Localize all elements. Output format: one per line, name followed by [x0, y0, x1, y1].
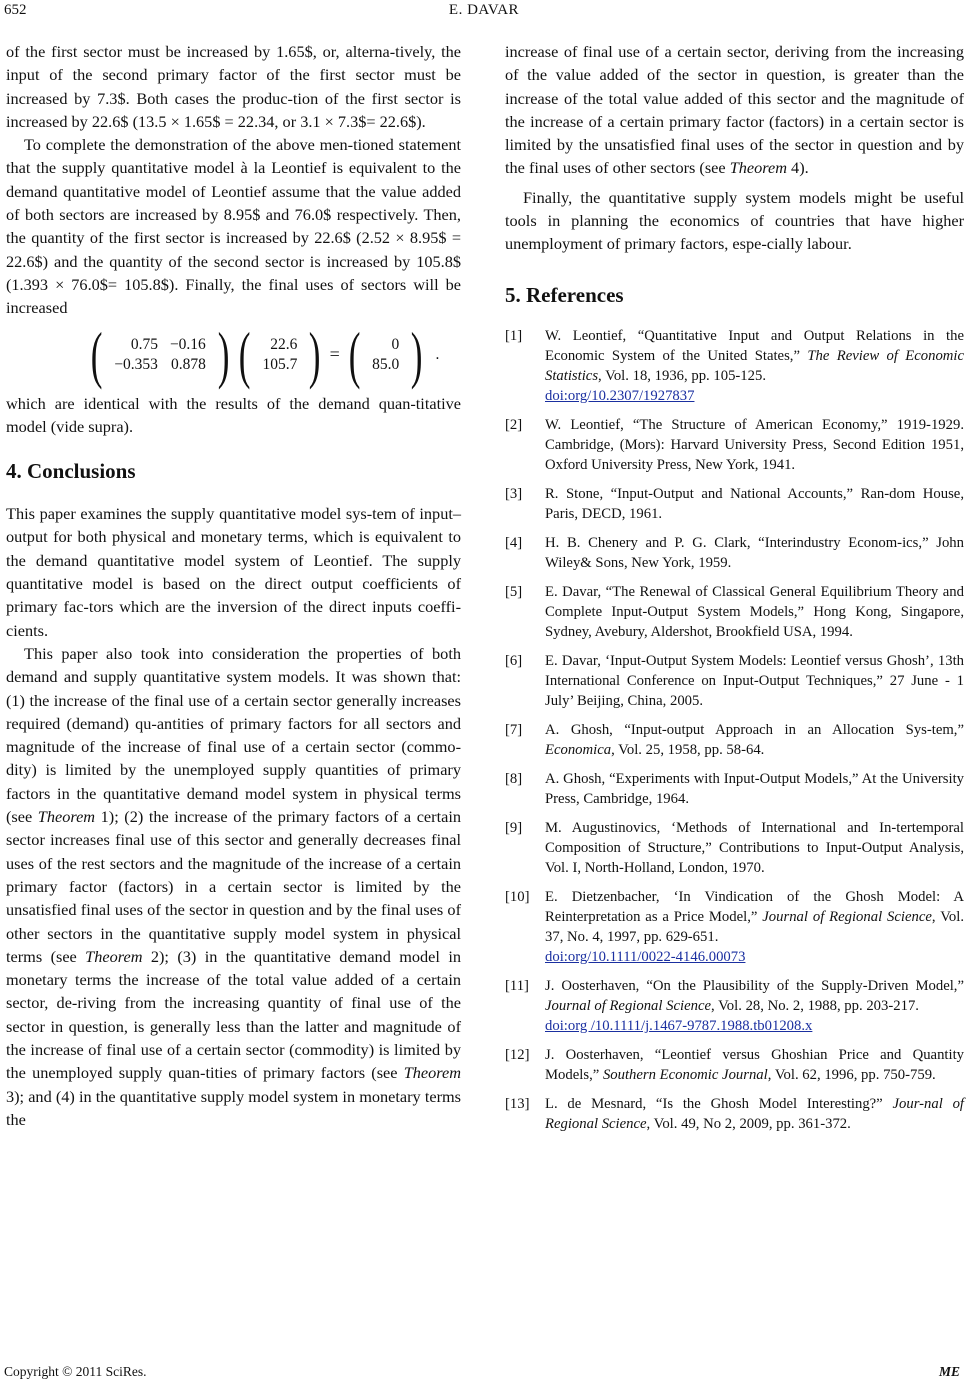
paragraph: To complete the demonstration of the above men-tioned statement that the supply quantitative model à la Leontief is equivalent to the demand quantitative model of Leontief assume that the value added of both sectors are increased by 8.95$ and 76.0$ respectively. Then, the quantity of the first sector is increased by 22.6$ (2.52 × 8.95$ = 22.6$) and the quantity of the second sector is increased by 105.8$ (1.393 × 76.0$= 105.8$). Finally, the final uses of sectors will be increased [6, 135, 461, 318]
reference-text: R. Stone, “Input-Output and National Accounts,” Ran-dom House, Paris, DECD, 1961. [545, 485, 964, 522]
reference-number: [3] [505, 485, 523, 502]
reference-details: , Vol. 49, No 2, 2009, pp. 361-372. [646, 1115, 851, 1132]
equals-sign: = [329, 344, 340, 365]
reference-item [505, 484, 964, 524]
matrix-cell: 0.75 [130, 335, 158, 353]
reference-number: [9] [505, 819, 523, 836]
reference-text: E. Davar, “The Renewal of Classical General Equilibrium Theory and Complete Input-Output System Models,” Hong Kong, Singapore, Sydney, Avebury, Aldershot, Brookfield USA, 1994. [545, 583, 964, 640]
reference-number: [8] [505, 770, 523, 787]
paragraph: of the first sector must be increased by 1.65$, or, alterna-tively, the input of the second primary factor of the first sector must be increased by 7.3$. Both cases the produc-tion of the first sector is increased by 22.6$ (13.5 × 1.65$ = 22.34, or 3.1 × 7.3$= 22.6$). [6, 42, 461, 131]
section-heading-references: 5. References [505, 282, 624, 307]
reference-item [505, 533, 964, 573]
reference-text: M. Augustinovics, ‘Methods of International and In-tertemporal Composition of Structure,” Contributions to Input-Output Analysis, Vol. I, North-Holland, London, 1970. [545, 819, 964, 876]
reference-item [505, 651, 964, 711]
copyright-notice: Copyright © 2011 SciRes. [4, 1364, 147, 1379]
paragraph: This paper examines the supply quantitative model sys-tem of input–output for both physical and monetary terms, which is equivalent to the demand quantitative model system of Leontief. The supply quantitative model is based on the direct output coefficients of primary fac-tors which are the inversion of the direct inputs coeffi-cients. [6, 504, 461, 640]
reference-number: [6] [505, 652, 523, 669]
journal-abbreviation: ME [938, 1364, 960, 1379]
equation-period: . [435, 345, 440, 363]
reference-item [505, 818, 964, 878]
reference-source: Economica [545, 741, 612, 758]
reference-item [505, 720, 964, 760]
reference-number: [13] [505, 1095, 530, 1112]
reference-text: L. de Mesnard, “Is the Ghosh Model Interesting?” [545, 1095, 893, 1112]
matrix-cell: −0.16 [169, 335, 206, 353]
reference-number: [10] [505, 888, 530, 905]
paragraph: increase of final use of a certain sector, deriving from the increasing of the value added of the sector in question, is greater than the increase of the total value added of this sector and the magnitude of the increase of a certain primary factor (factors) in a certain sector is limited by the unsatisfied final uses of the sector in question and by the final uses of other sectors (see Theorem 4). [505, 42, 964, 178]
reference-source: Journal of Regional Science [762, 908, 932, 925]
paragraph: Finally, the quantitative supply system models might be useful tools in planning the economics of countries that have higher unemployment of primary factors, espe-cially labour. [505, 187, 964, 254]
matrix-equation [86, 318, 461, 390]
reference-source: Southern Economic Journal [602, 1066, 768, 1083]
right-column [505, 40, 964, 1143]
reference-number: [1] [505, 327, 523, 344]
reference-text: W. Leontief, “The Structure of American Economy,” 1919-1929. Cambridge, (Mors): Harvard University Press, Second Edition 1951, Oxford University Press, New York, 1941. [545, 416, 964, 473]
reference-number: [12] [505, 1046, 530, 1063]
reference-text: H. B. Chenery and P. G. Clark, “Interindustry Econom-ics,” John Wiley& Sons, New York, 1959. [545, 534, 964, 571]
reference-number: [2] [505, 416, 523, 433]
reference-source: The Review of Economic Statistics [545, 347, 964, 384]
page-number: 652 [4, 2, 27, 18]
reference-text: A. Ghosh, “Input-output Approach in an Allocation Sys-tem,” [545, 721, 964, 738]
section-heading-conclusions: 4. Conclusions [6, 459, 136, 484]
reference-details: , Vol. 25, 1958, pp. 58-64. [611, 741, 765, 758]
coefficient-matrix: ( 0.75 −0.16 −0.353 0.878 ) [90, 318, 230, 390]
reference-item [505, 1094, 964, 1134]
reference-item [505, 415, 964, 475]
paragraph: which are identical with the results of the demand quan-titative model (vide supra). [6, 393, 461, 436]
reference-item [505, 887, 964, 967]
reference-number: [7] [505, 721, 523, 738]
result-vector: ( 0 85.0 ) [348, 318, 423, 390]
reference-number: [11] [505, 977, 529, 994]
vector-cell: 0 [391, 335, 400, 353]
quantity-vector: ( 22.6 105.7 ) [238, 318, 321, 390]
left-column [6, 40, 461, 1131]
reference-source: Jour-nal of Regional Science [545, 1095, 964, 1132]
reference-text: E. Dietzenbacher, ‘In Vindication of the Ghosh Model: A Reinterpretation as a Price Model,” [545, 888, 964, 925]
reference-text: E. Davar, ‘Input-Output System Models: Leontief versus Ghosh’, 13th International Conference on Input-Output Techniques,” 27 June - 1 July’ Beijing, China, 2005. [545, 652, 964, 709]
reference-number: [5] [505, 583, 523, 600]
reference-number: [4] [505, 534, 523, 551]
reference-text: J. Oosterhaven, “On the Plausibility of the Supply-Driven Model,” [545, 977, 964, 994]
doi-link[interactable]: doi:org /10.1111/j.1467-9787.1988.tb01208.x [545, 1017, 813, 1034]
reference-text: J. Oosterhaven, “Leontief versus Ghoshian Price and Quantity Models,” [545, 1046, 964, 1083]
vector-cell: 22.6 [270, 335, 298, 353]
doi-link[interactable]: doi:org/10.1111/0022-4146.00073 [545, 948, 746, 965]
reference-item [505, 976, 964, 1036]
doi-link[interactable]: doi:org/10.2307/1927837 [545, 387, 695, 404]
running-header-author: E. DAVAR [448, 2, 520, 18]
paragraph: This paper also took into consideration the properties of both demand and supply quantitative system models. It was shown that: (1) the increase of the final use of a certain sector generally increases required (demand) qu-antities of primary factors for all sectors and magnitude of the increase of final use of a certain sector (commo-dity) is limited by the unemployed supply quantities of primary factors in the quantitative demand model system in physical terms (see Theorem 1); (2) the increase of the primary factors of a certain sector increases final use of this sector and generally decreases final uses of the rest sectors and the magnitude of the increase of a certain primary factor (factors) in a certain sector is limited by the unsatisfied final uses of the sector in question and by the final uses of other sectors in the quantitative supply model system in physical terms (see Theorem 2); (3) in the quantitative demand model in monetary terms the increase of the total value added of a certain sector, de-riving from the increasing quantity of final use of the sector in question, is generally less than the latter and magnitude of the increase of final use of a certain sector (commodity) is limited by the unemployed supply quan-tities of primary factors (see Theorem 3); and (4) in the quantitative supply model system in monetary terms the [6, 643, 461, 1129]
vector-cell: 85.0 [372, 355, 400, 373]
reference-details: , Vol. 18, 1936, pp. 105-125. [598, 367, 767, 384]
matrix-cell: 0.878 [170, 355, 206, 373]
matrix-cell: −0.353 [114, 355, 158, 373]
reference-details: , Vol. 37, No. 4, 1997, pp. 629-651. [545, 908, 964, 945]
reference-text: W. Leontief, “Quantitative Input and Output Relations in the Economic System of the United States,” [545, 327, 964, 364]
reference-text: A. Ghosh, “Experiments with Input-Output Models,” At the University Press, Cambridge, 1964. [545, 770, 964, 807]
reference-details: , Vol. 28, No. 2, 1988, pp. 203-217. [711, 997, 919, 1014]
reference-item [505, 326, 964, 406]
reference-item [505, 1045, 964, 1085]
reference-details: , Vol. 62, 1996, pp. 750-759. [767, 1066, 936, 1083]
reference-source: Journal of Regional Science [545, 997, 712, 1014]
reference-item [505, 582, 964, 642]
reference-list [505, 326, 964, 1134]
reference-item [505, 769, 964, 809]
vector-cell: 105.7 [262, 355, 298, 373]
